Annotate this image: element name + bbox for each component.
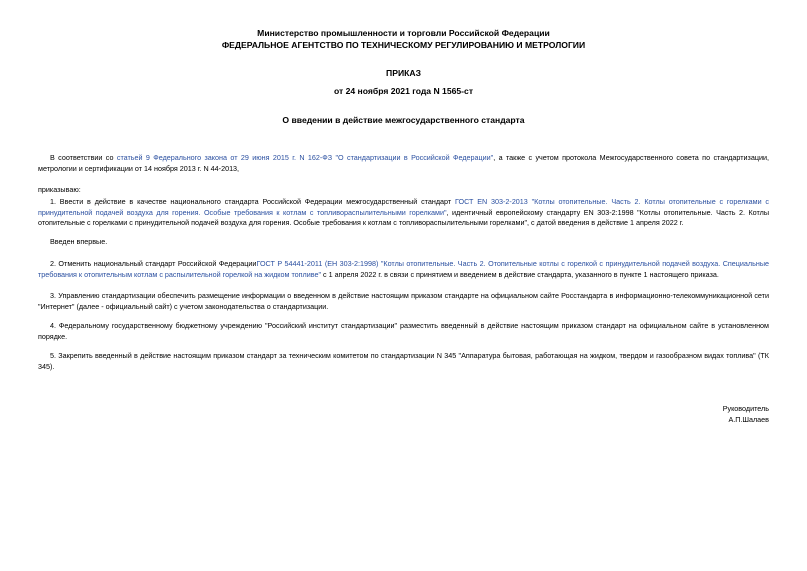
paragraph-introduced: Введен впервые. [50,237,108,246]
paragraph-preamble [38,153,769,174]
paragraph-item-1 [38,197,769,229]
paragraph-item-2 [38,259,769,280]
gost-en-303-2-link[interactable]: ГОСТ EN 303-2-2013 "Котлы отопительные. Часть 2. Котлы отопительные с горелками с принудительной подачей воздуха для горения. Особые требования к котлам с топливораспылительными горелками" [38,197,770,217]
preamble-text-start: В соответствии со [50,153,117,162]
document-page [38,0,769,571]
signature-position: Руководитель [722,404,769,413]
preamble-text-end: , а также с учетом протокола Межгосударственного совета по стандартизации, метрологии и сертификации от 14 ноября 2013 г. N 44-2013, [38,153,769,173]
doc-type: ПРИКАЗ [386,68,421,78]
paragraph-order: приказываю: [38,185,81,194]
item-2-text-end: с 1 апреля 2022 г. в связи с принятием и введением в действие стандарта, указанного в пункте 1 настоящего приказа. [321,269,719,279]
paragraph-item-5: 5. Закрепить введенный в действие настоящим приказом стандарт за техническим комитетом по стандартизации N 345 "Аппаратура бытовая, работающая на жидком, твердом и газообразном видах топлива" (ТК 345). [38,351,769,371]
paragraph-item-3: 3. Управлению стандартизации обеспечить размещение информации о введенном в действие настоящим приказом стандарте на официальном сайте Росстандарта в информационно-телекоммуникационной сети "Интернет" (далее - официальный сайт) с учетом законодательства о стандартизации. [38,291,769,311]
law-link[interactable]: статьей 9 Федерального закона от 29 июня 2015 г. N 162-ФЗ "О стандартизации в Российской Федерации" [116,153,494,162]
doc-date-number: от 24 ноября 2021 года N 1565-ст [333,86,474,96]
signature-name: А.П.Шалаев [728,415,769,424]
paragraph-item-4: 4. Федеральному государственному бюджетному учреждению "Российский институт стандартизации" разместить введенный в действие настоящим приказом стандарт на официальном сайте в установленном порядке. [38,321,769,341]
agency-name: ФЕДЕРАЛЬНОЕ АГЕНТСТВО ПО ТЕХНИЧЕСКОМУ РЕГУЛИРОВАНИЮ И МЕТРОЛОГИИ [221,40,586,50]
doc-title: О введении в действие межгосударственного стандарта [282,115,525,125]
gost-r-54441-link[interactable]: ГОСТ Р 54441-2011 (ЕН 303-2:1998) "Котлы отопительные. Часть 2. Отопительные котлы с горелкой с принудительной подачей воздуха. Специальные требования к отопительным котлам с распылительной горелкой на жидком топливе" [38,259,769,279]
item-1-text-end: , идентичный европейскому стандарту EN 303-2:1998 "Котлы отопительные. Часть 2. Котлы отопительные с горелками с принудительной подачей воздуха для горения. Особые требования к котлам с топливораспылительными горелками", с датой введения в действие 1 апреля 2022 г. [38,207,770,228]
item-1-text-start: 1. Ввести в действие в качестве национального стандарта Российской Федерации межгосударственный стандарт [50,197,455,206]
item-2-text-start: 2. Отменить национальный стандарт Российской Федерации [50,259,257,268]
ministry-name: Министерство промышленности и торговли Российской Федерации [257,28,550,38]
